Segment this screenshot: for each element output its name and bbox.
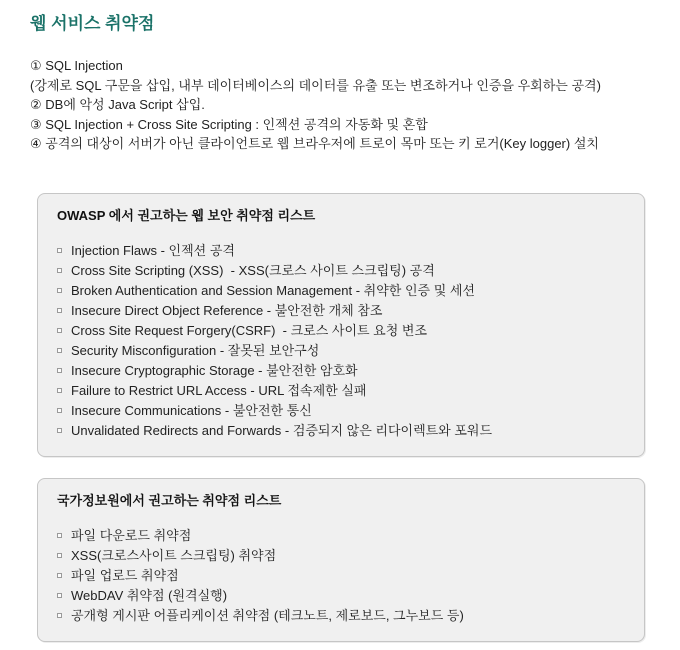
intro-line: ② DB에 악성 Java Script 삽입. [30, 97, 205, 112]
list-item-text: Security Misconfiguration - 잘못된 보안구성 [71, 342, 320, 358]
list-item [57, 586, 625, 606]
square-bullet-icon [57, 428, 62, 433]
square-bullet-icon [57, 268, 62, 273]
owasp-box-title: OWASP 에서 권고하는 웹 보안 취약점 리스트 [57, 207, 316, 223]
list-item [57, 361, 625, 381]
intro-line: (강제로 SQL 구문을 삽입, 내부 데이터베이스의 데이터를 유출 또는 변조하거나 인증을 우회하는 공격) [30, 77, 601, 93]
nis-vulnerability-list [57, 526, 625, 626]
intro-line: ③ SQL Injection + Cross Site Scripting : 인젝션 공격의 자동화 및 혼합 [30, 116, 428, 132]
list-item-text: Broken Authentication and Session Management - 취약한 인증 및 세션 [71, 282, 475, 298]
owasp-vulnerability-list [57, 241, 625, 441]
list-item-text: WebDAV 취약점 (원격실행) [71, 587, 228, 603]
list-item-text: 파일 다운로드 취약점 [71, 527, 192, 543]
intro-line: ④ 공격의 대상이 서버가 아닌 클라이언트로 웹 브라우저에 트로이 목마 또는 키 로거(Key logger) 설치 [30, 136, 599, 151]
square-bullet-icon [57, 593, 62, 598]
square-bullet-icon [57, 408, 62, 413]
list-item-text: Injection Flaws - 인젝션 공격 [71, 242, 235, 258]
list-item [57, 261, 625, 281]
page-title: 웹 서비스 취약점 [30, 14, 155, 33]
nis-box [37, 478, 645, 642]
intro-line: ① SQL Injection [30, 58, 123, 73]
square-bullet-icon [57, 573, 62, 578]
list-item-text: Cross Site Request Forgery(CSRF) - 크로스 사이트 요청 변조 [71, 322, 428, 338]
square-bullet-icon [57, 348, 62, 353]
square-bullet-icon [57, 533, 62, 538]
list-item [57, 606, 625, 626]
square-bullet-icon [57, 553, 62, 558]
list-item [57, 301, 625, 321]
list-item-text: Insecure Communications - 불안전한 통신 [71, 402, 312, 418]
square-bullet-icon [57, 288, 62, 293]
list-item [57, 241, 625, 261]
list-item-text: 파일 업로드 취약점 [71, 567, 179, 583]
square-bullet-icon [57, 388, 62, 393]
list-item [57, 401, 625, 421]
list-item [57, 341, 625, 361]
intro-list [30, 56, 652, 154]
list-item-text: Cross Site Scripting (XSS) - XSS(크로스 사이트 스크립팅) 공격 [71, 262, 435, 278]
list-item [57, 546, 625, 566]
square-bullet-icon [57, 613, 62, 618]
list-item-text: Insecure Cryptographic Storage - 불안전한 암호화 [71, 362, 358, 378]
list-item [57, 421, 625, 441]
list-item-text: Insecure Direct Object Reference - 불안전한 개체 참조 [71, 302, 383, 318]
owasp-box [37, 193, 645, 457]
square-bullet-icon [57, 248, 62, 253]
list-item [57, 321, 625, 341]
square-bullet-icon [57, 308, 62, 313]
list-item [57, 281, 625, 301]
list-item-text: 공개형 게시판 어플리케이션 취약점 (테크노트, 제로보드, 그누보드 등) [71, 607, 464, 623]
list-item [57, 526, 625, 546]
list-item [57, 381, 625, 401]
list-item-text: XSS(크로스사이트 스크립팅) 취약점 [71, 547, 277, 563]
list-item-text: Unvalidated Redirects and Forwards - 검증되지 않은 리다이렉트와 포워드 [71, 422, 493, 438]
list-item-text: Failure to Restrict URL Access - URL 접속제한 실패 [71, 382, 367, 398]
square-bullet-icon [57, 368, 62, 373]
list-item [57, 566, 625, 586]
square-bullet-icon [57, 328, 62, 333]
nis-box-title: 국가정보원에서 권고하는 취약점 리스트 [57, 492, 282, 508]
